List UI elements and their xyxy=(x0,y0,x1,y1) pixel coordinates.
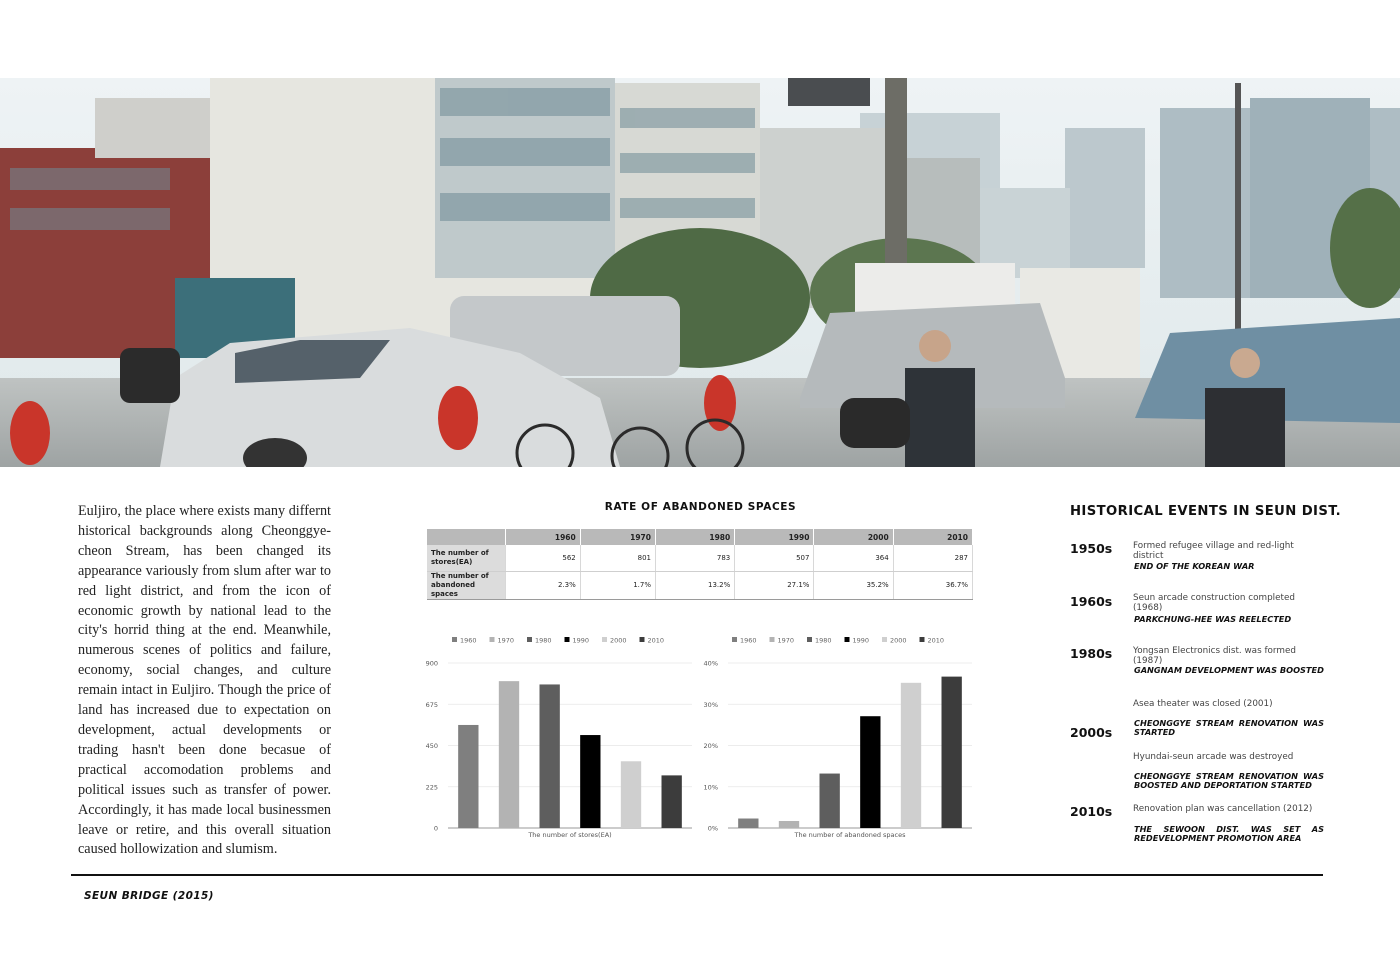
bar xyxy=(580,735,600,828)
timeline-highlight: END OF THE KOREAN WAR xyxy=(1134,561,1255,571)
street-photo xyxy=(0,78,1400,467)
x-axis-label: The number of stores(EA) xyxy=(528,831,612,839)
decade-label: 1950s xyxy=(1070,541,1113,556)
year-header: 1970 xyxy=(580,529,655,545)
intro-paragraph: Euljiro, the place where exists many differnt historical backgrounds along Cheonggye-cheon Stream, has been changed its appearance variously from slum after war to red light district, and from the icon of economic growth by national lead to the city's horrid thing at the end. Meanwhile, numerous scenes of politics and failure, economy, social changes, and culture remain intact in Euljiro. Though the price of land has increased due to expectation on development, actual developments or trading hasn't been done becasue of practical accomodation problems and political issues such as transfer of power. Accordingly, it has made local businessmen leave or retire, and this overall situation caused hollowization and slumism. xyxy=(78,503,331,858)
table-cell: 562 xyxy=(505,545,580,571)
decade-label: 1960s xyxy=(1070,594,1113,609)
legend-label: 1960 xyxy=(740,636,757,645)
legend-label: 1970 xyxy=(497,636,515,645)
legend-swatch xyxy=(807,637,812,642)
legend-swatch xyxy=(882,637,887,642)
table-row xyxy=(427,545,973,571)
legend-label: 1970 xyxy=(777,636,795,645)
timeline-highlight: GANGNAM DEVELOPMENT WAS BOOSTED xyxy=(1134,665,1324,675)
legend-swatch xyxy=(490,637,495,642)
legend-label: 1960 xyxy=(460,636,477,645)
bar xyxy=(820,774,840,828)
year-header: 1990 xyxy=(735,529,814,545)
timeline-event: Asea theater was closed (2001) xyxy=(1133,699,1273,709)
table-cell: 801 xyxy=(580,545,655,571)
legend-label: 1980 xyxy=(535,636,552,645)
legend-label: 1990 xyxy=(572,636,590,645)
bar xyxy=(662,775,682,828)
row-label-line: abandoned spaces xyxy=(431,580,476,598)
row-label xyxy=(427,571,505,599)
table-cell: 35.2% xyxy=(814,571,893,599)
legend-swatch xyxy=(452,637,457,642)
bar xyxy=(540,684,560,828)
chart-svg xyxy=(420,630,705,845)
y-tick-label: 0 xyxy=(433,824,438,833)
y-tick-label: 900 xyxy=(425,659,438,668)
footer-divider xyxy=(71,874,1323,876)
y-tick-label: 20% xyxy=(703,742,718,750)
chart-svg xyxy=(700,630,985,845)
stats-table xyxy=(427,529,973,600)
table-cell: 1.7% xyxy=(580,571,655,599)
table-cell: 287 xyxy=(893,545,972,571)
bar xyxy=(738,819,758,828)
legend-label: 2010 xyxy=(927,636,945,645)
decade-label: 2010s xyxy=(1070,804,1113,819)
x-axis-label: The number of abandoned spaces xyxy=(794,831,906,839)
legend-swatch xyxy=(527,637,532,642)
row-label xyxy=(427,545,505,571)
y-tick-label: 0% xyxy=(707,824,718,833)
bar xyxy=(942,677,962,828)
decade-label: 1980s xyxy=(1070,646,1113,661)
photo-caption: SEUN BRIDGE (2015) xyxy=(84,890,214,902)
timeline-highlight: THE SEWOON DIST. WAS SET AS REDEVELOPMENT PROMOTION AREA xyxy=(1134,824,1324,843)
y-tick-label: 10% xyxy=(703,783,718,792)
year-header: 1980 xyxy=(656,529,735,545)
y-tick-label: 30% xyxy=(703,700,718,709)
bar xyxy=(499,681,519,828)
legend-label: 1980 xyxy=(815,636,832,645)
stores-bar-chart xyxy=(420,630,705,845)
legend-swatch xyxy=(845,637,850,642)
row-label-line: The number of xyxy=(431,571,489,580)
table-cell: 13.2% xyxy=(656,571,735,599)
legend-swatch xyxy=(770,637,775,642)
timeline-event: Renovation plan was cancellation (2012) xyxy=(1133,804,1313,814)
bar xyxy=(458,725,478,828)
table-cell: 36.7% xyxy=(893,571,972,599)
legend-swatch xyxy=(602,637,607,642)
legend-label: 2000 xyxy=(890,636,907,645)
timeline-event: Hyundai-seun arcade was destroyed xyxy=(1133,752,1294,762)
bar xyxy=(901,683,921,828)
decade-label: 2000s xyxy=(1070,725,1113,740)
row-label-line: The number of xyxy=(431,548,489,557)
year-header: 1960 xyxy=(505,529,580,545)
timeline-event: Formed refugee village and red-light district xyxy=(1133,541,1294,561)
legend-swatch xyxy=(732,637,737,642)
table-cell: 27.1% xyxy=(735,571,814,599)
table-row xyxy=(427,571,973,599)
legend-label: 2000 xyxy=(610,636,627,645)
table-cell: 364 xyxy=(814,545,893,571)
abandoned-bar-chart xyxy=(700,630,985,845)
legend-label: 2010 xyxy=(647,636,665,645)
bar xyxy=(779,821,799,828)
year-header: 2000 xyxy=(814,529,893,545)
table-header-row xyxy=(427,529,973,545)
timeline-event: Yongsan Electronics dist. was formed (1987) xyxy=(1133,646,1296,666)
legend-label: 1990 xyxy=(852,636,870,645)
table-cell: 783 xyxy=(656,545,735,571)
timeline-highlight: PARKCHUNG-HEE WAS REELECTED xyxy=(1134,614,1292,624)
timeline-title: HISTORICAL EVENTS IN SEUN DIST. xyxy=(1070,504,1342,519)
table-cell: 507 xyxy=(735,545,814,571)
legend-swatch xyxy=(565,637,570,642)
year-header: 2010 xyxy=(893,529,972,545)
chart-section-title: RATE OF ABANDONED SPACES xyxy=(604,501,797,513)
bar xyxy=(621,761,641,828)
y-tick-label: 40% xyxy=(703,659,718,668)
timeline-highlight: CHEONGGYE STREAM RENOVATION WAS BOOSTED AND DEPORTATION STARTED xyxy=(1134,771,1324,790)
y-tick-label: 225 xyxy=(425,783,438,792)
bar xyxy=(860,716,880,828)
y-tick-label: 450 xyxy=(425,742,438,750)
y-tick-label: 675 xyxy=(425,700,438,709)
row-label-line: stores(EA) xyxy=(431,557,473,566)
legend-swatch xyxy=(920,637,925,642)
timeline-highlight: CHEONGGYE STREAM RENOVATION WAS STARTED xyxy=(1134,718,1324,737)
timeline-event: Seun arcade construction completed (1968) xyxy=(1133,593,1295,613)
table-cell: 2.3% xyxy=(505,571,580,599)
legend-swatch xyxy=(640,637,645,642)
table-corner-cell xyxy=(427,529,505,545)
